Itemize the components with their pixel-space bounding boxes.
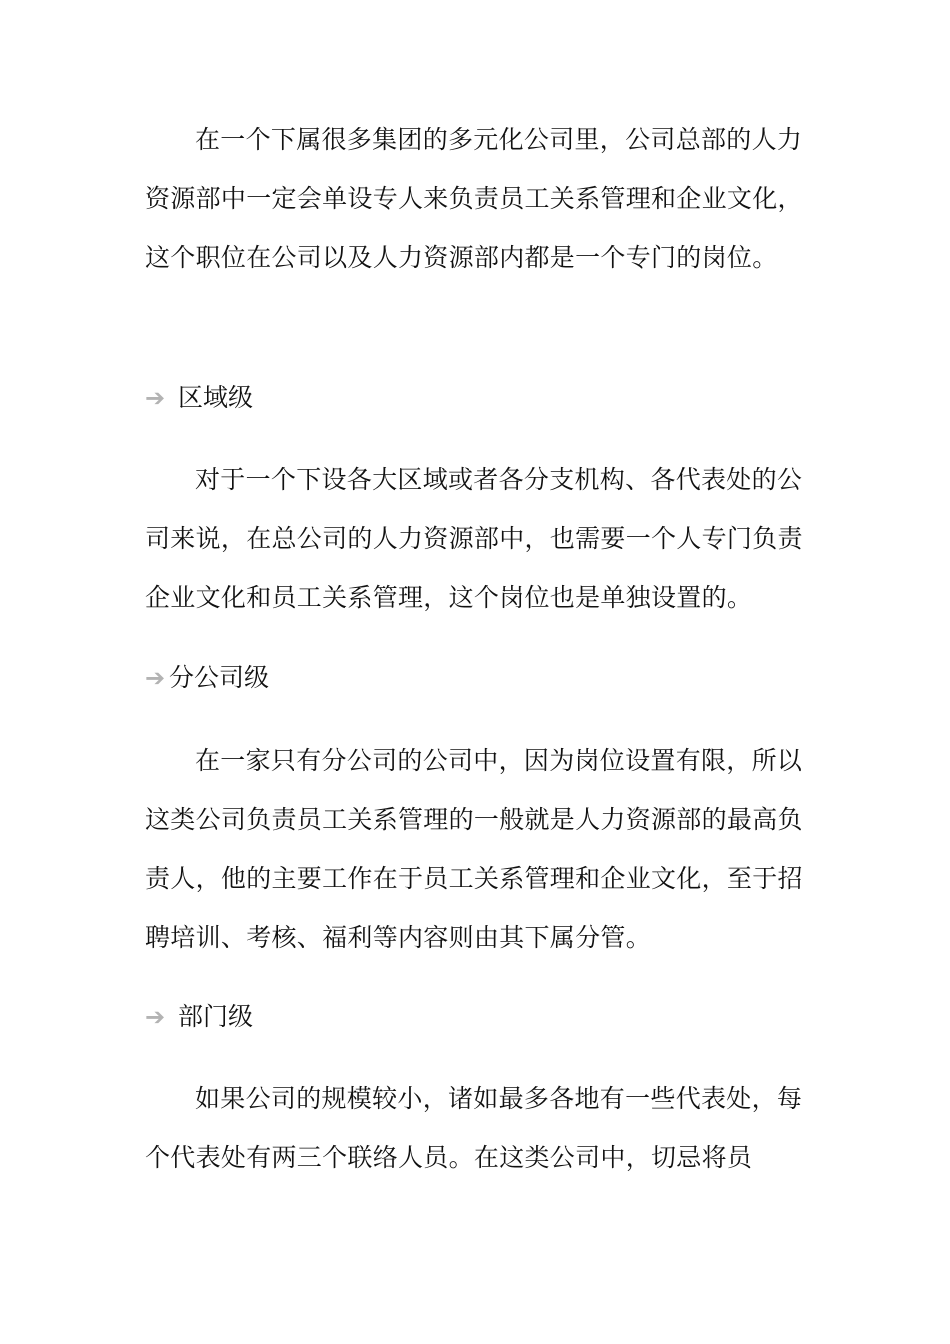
arrow-right-icon: ➔ — [145, 664, 166, 692]
heading-label: 部门级 — [178, 1002, 254, 1031]
paragraph-branch-level: 在一家只有分公司的公司中，因为岗位设置有限，所以这类公司负责员工关系管理的一般就是人力资源部的最高负责人，他的主要工作在于员工关系管理和企业文化，至于招聘培训、考核、福利等内容则由其下属分管。 — [145, 746, 803, 952]
paragraph-hq-level: 在一个下属很多集团的多元化公司里，公司总部的人力资源部中一定会单设专人来负责员工关系管理和企业文化，这个职位在公司以及人力资源部内都是一个专门的岗位。 — [145, 125, 803, 272]
heading-label: 分公司级 — [169, 663, 270, 692]
paragraph-department-level: 如果公司的规模较小，诸如最多各地有一些代表处，每个代表处有两三个联络人员。在这类公司中，切忌将员 — [145, 1084, 803, 1172]
heading-branch-level — [145, 658, 269, 698]
heading-label: 区域级 — [178, 383, 254, 412]
arrow-right-icon: ➔ — [145, 384, 166, 412]
heading-regional-level — [145, 378, 253, 418]
paragraph-regional-level: 对于一个下设各大区域或者各分支机构、各代表处的公司来说，在总公司的人力资源部中，也需要一个人专门负责企业文化和员工关系管理，这个岗位也是单独设置的。 — [145, 465, 803, 612]
heading-department-level — [145, 997, 253, 1037]
arrow-right-icon: ➔ — [145, 1003, 166, 1031]
